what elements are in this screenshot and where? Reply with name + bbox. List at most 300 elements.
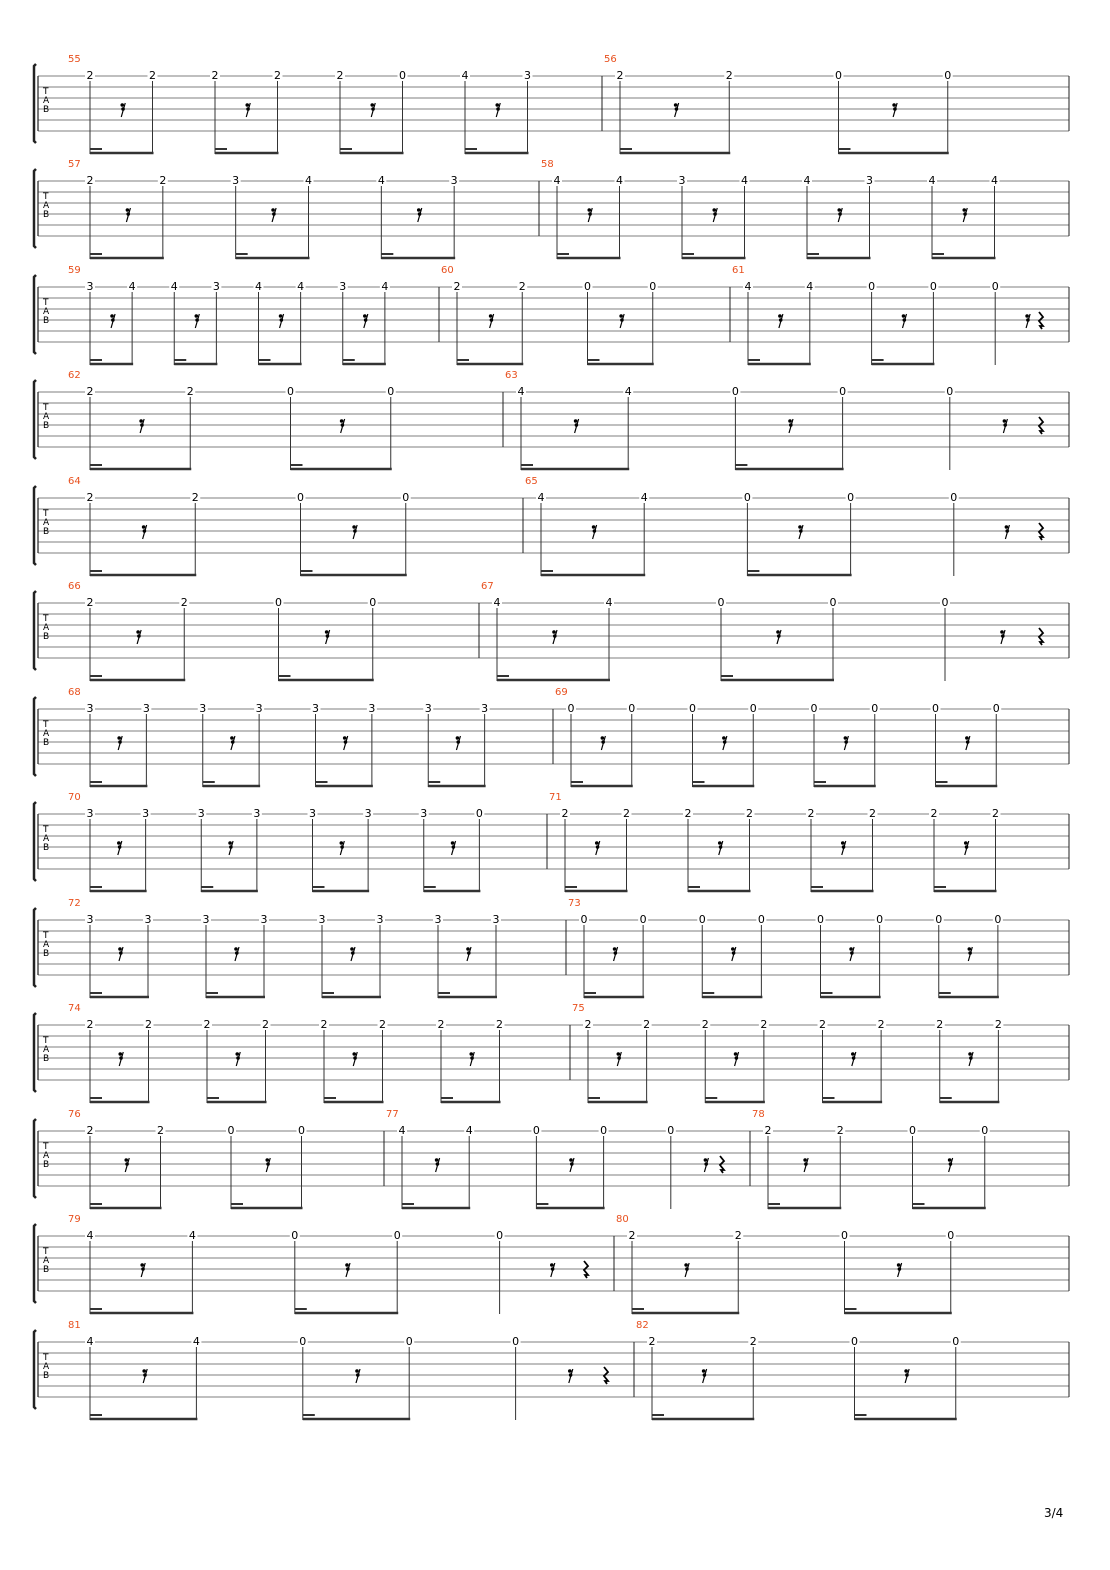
fret-number: 4	[461, 69, 469, 82]
system-bracket	[34, 169, 36, 248]
quarter-rest	[584, 1261, 588, 1278]
measure-number: 67	[481, 581, 494, 592]
fret-number: 2	[648, 1335, 656, 1348]
rest-glyph	[142, 1369, 147, 1383]
quarter-rest	[720, 1156, 724, 1173]
tab-clef-letter: B	[43, 632, 50, 642]
fret-number: 3	[866, 174, 873, 187]
rest-glyph	[904, 1369, 909, 1383]
rest-glyph	[117, 736, 122, 750]
measure-number: 77	[386, 1109, 399, 1120]
fret-number: 4	[377, 174, 385, 187]
tab-clef-letter: A	[43, 96, 50, 106]
system-bracket	[34, 380, 36, 459]
fret-number: 0	[841, 1229, 848, 1242]
fret-number: 3	[212, 280, 220, 293]
rest-glyph	[613, 947, 618, 961]
tab-clef-letter: B	[43, 105, 50, 115]
page-number: 3/4	[1044, 1506, 1064, 1520]
fret-number: 2	[86, 174, 94, 187]
tab-clef-letter: T	[43, 1036, 49, 1046]
rest-glyph	[345, 1263, 350, 1277]
rest-glyph	[778, 314, 783, 328]
fret-number: 0	[743, 491, 751, 504]
measure-number: 65	[525, 476, 538, 487]
tab-system	[34, 370, 1069, 470]
rest-glyph	[712, 208, 717, 222]
measure-number: 71	[549, 792, 562, 803]
fret-number: 4	[192, 1335, 200, 1348]
rest-glyph	[897, 1263, 902, 1277]
fret-number: 2	[453, 280, 461, 293]
system-bracket	[34, 1013, 36, 1092]
fret-number: 0	[941, 596, 949, 609]
fret-number: 4	[86, 1229, 94, 1242]
fret-number: 2	[725, 69, 733, 82]
fret-number: 4	[537, 491, 545, 504]
fret-number: 0	[835, 69, 842, 82]
tab-clef-letter: B	[43, 949, 50, 959]
rest-glyph	[126, 208, 131, 222]
fret-number: 2	[936, 1018, 944, 1031]
fret-number: 2	[623, 807, 630, 820]
fret-number: 4	[297, 280, 305, 293]
system-bracket	[34, 275, 36, 354]
measure-number: 80	[616, 1214, 629, 1225]
measure-number: 59	[68, 265, 81, 276]
fret-number: 2	[760, 1018, 768, 1031]
fret-number: 0	[369, 596, 377, 609]
tab-system	[34, 476, 1069, 576]
rest-glyph	[271, 208, 276, 222]
fret-number: 0	[584, 280, 591, 293]
fret-number: 3	[481, 702, 489, 715]
fret-number: 3	[678, 174, 686, 187]
tab-clef-letter: T	[43, 403, 49, 413]
fret-number: 2	[159, 174, 167, 187]
rest-glyph	[552, 630, 557, 644]
tab-clef-letter: T	[43, 1247, 49, 1257]
fret-number: 0	[291, 1229, 299, 1242]
fret-number: 4	[381, 280, 389, 293]
rest-glyph	[892, 103, 897, 117]
fret-number: 0	[399, 69, 406, 82]
system-bracket	[34, 908, 36, 987]
fret-number: 2	[437, 1018, 445, 1031]
measure-number: 75	[572, 1003, 585, 1014]
system-bracket	[34, 697, 36, 776]
tab-system	[34, 1320, 1069, 1420]
tab-clef-letter: T	[43, 1353, 49, 1363]
measure-number: 82	[636, 1320, 649, 1331]
fret-number: 2	[262, 1018, 269, 1031]
rest-glyph	[1025, 314, 1030, 328]
fret-number: 2	[746, 807, 753, 820]
fret-number: 0	[868, 280, 876, 293]
rest-glyph	[902, 314, 907, 328]
tab-clef-letter: B	[43, 1265, 50, 1275]
rest-glyph	[962, 208, 967, 222]
fret-number: 3	[492, 913, 500, 926]
rest-glyph	[469, 1052, 474, 1066]
rest-glyph	[195, 314, 200, 328]
rest-glyph	[788, 419, 793, 433]
fret-number: 3	[364, 807, 372, 820]
quarter-rest	[1039, 523, 1043, 540]
fret-number: 2	[877, 1018, 885, 1031]
tab-clef-letter: T	[43, 509, 49, 519]
measure-number: 72	[68, 898, 81, 909]
tab-clef-letter: T	[43, 192, 49, 202]
quarter-rest	[1039, 628, 1043, 645]
rest-glyph	[722, 736, 727, 750]
system-bracket	[34, 1330, 36, 1409]
fret-number: 3	[255, 702, 263, 715]
system-bracket	[34, 591, 36, 670]
tab-system	[34, 265, 1069, 365]
fret-number: 2	[749, 1335, 757, 1348]
tab-clef-letter: A	[43, 518, 50, 528]
fret-number: 0	[405, 1335, 413, 1348]
tab-system	[34, 687, 1069, 787]
fret-number: 2	[180, 596, 188, 609]
rest-glyph	[617, 1052, 622, 1066]
fret-number: 3	[376, 913, 384, 926]
fret-number: 0	[847, 491, 855, 504]
fret-number: 4	[803, 174, 811, 187]
fret-number: 2	[819, 1018, 826, 1031]
fret-number: 0	[749, 702, 757, 715]
system-bracket	[34, 1224, 36, 1303]
fret-number: 2	[992, 807, 999, 820]
fret-number: 4	[255, 280, 262, 293]
fret-number: 0	[393, 1229, 401, 1242]
tab-clef-letter: B	[43, 1054, 50, 1064]
fret-number: 0	[275, 596, 282, 609]
fret-number: 2	[930, 807, 938, 820]
rest-glyph	[456, 736, 461, 750]
fret-number: 0	[580, 913, 588, 926]
tab-clef-letter: A	[43, 201, 50, 211]
rest-glyph	[352, 525, 357, 539]
measure-number: 63	[505, 370, 518, 381]
fret-number: 0	[981, 1124, 989, 1137]
quarter-rest	[604, 1367, 608, 1384]
rest-glyph	[704, 1158, 709, 1172]
rest-glyph	[235, 1052, 240, 1066]
fret-number: 0	[402, 491, 410, 504]
fret-number: 2	[86, 69, 94, 82]
measure-number: 81	[68, 1320, 81, 1331]
fret-number: 3	[368, 702, 376, 715]
measure-number: 79	[68, 1214, 81, 1225]
fret-number: 4	[616, 174, 623, 187]
fret-number: 2	[643, 1018, 651, 1031]
fret-number: 2	[145, 1018, 152, 1031]
tab-clef-letter: A	[43, 1362, 50, 1372]
rest-glyph	[844, 736, 849, 750]
fret-number: 2	[203, 1018, 211, 1031]
fret-number: 0	[829, 596, 837, 609]
fret-number: 4	[305, 174, 312, 187]
fret-number: 4	[624, 385, 632, 398]
fret-number: 4	[806, 280, 814, 293]
fret-number: 0	[929, 280, 937, 293]
fret-number: 2	[274, 69, 281, 82]
fret-number: 0	[851, 1335, 858, 1348]
fret-number: 4	[188, 1229, 196, 1242]
fret-number: 2	[994, 1018, 1002, 1031]
rest-glyph	[120, 103, 125, 117]
rest-glyph	[451, 841, 456, 855]
rest-glyph	[968, 947, 973, 961]
fret-number: 2	[86, 1018, 94, 1031]
fret-number: 4	[86, 1335, 94, 1348]
rest-glyph	[734, 1052, 739, 1066]
fret-number: 2	[616, 69, 624, 82]
rest-glyph	[355, 1369, 360, 1383]
fret-number: 3	[424, 702, 432, 715]
fret-number: 2	[518, 280, 526, 293]
measure-number: 62	[68, 370, 81, 381]
fret-number: 0	[871, 702, 879, 715]
fret-number: 4	[553, 174, 561, 187]
fret-number: 0	[876, 913, 884, 926]
rest-glyph	[279, 314, 284, 328]
fret-number: 0	[298, 1124, 305, 1137]
fret-number: 0	[952, 1335, 960, 1348]
rest-glyph	[435, 1158, 440, 1172]
system-bracket	[34, 486, 36, 565]
fret-number: 2	[186, 385, 194, 398]
rest-glyph	[592, 525, 597, 539]
fret-number: 2	[764, 1124, 772, 1137]
rest-glyph	[118, 1052, 123, 1066]
fret-number: 0	[757, 913, 765, 926]
fret-number: 0	[297, 491, 304, 504]
rest-glyph	[325, 630, 330, 644]
tab-clef-letter: A	[43, 1151, 50, 1161]
fret-number: 0	[628, 702, 636, 715]
fret-number: 0	[689, 702, 696, 715]
fret-number: 4	[991, 174, 998, 187]
rest-glyph	[702, 1369, 707, 1383]
fret-number: 0	[717, 596, 725, 609]
tab-clef-letter: A	[43, 412, 50, 422]
rest-glyph	[343, 736, 348, 750]
quarter-rest	[1039, 312, 1043, 329]
fret-number: 0	[567, 702, 575, 715]
fret-number: 3	[144, 913, 152, 926]
fret-number: 0	[600, 1124, 608, 1137]
fret-number: 0	[387, 385, 395, 398]
fret-number: 0	[950, 491, 958, 504]
fret-number: 0	[512, 1335, 520, 1348]
fret-number: 2	[496, 1018, 503, 1031]
tab-system	[34, 1214, 1069, 1314]
fret-number: 0	[994, 913, 1002, 926]
fret-number: 2	[191, 491, 199, 504]
fret-number: 0	[532, 1124, 540, 1137]
fret-number: 3	[450, 174, 458, 187]
tab-clef-letter: A	[43, 729, 50, 739]
tab-clef-letter: T	[43, 614, 49, 624]
rest-glyph	[619, 314, 624, 328]
fret-number: 4	[493, 596, 501, 609]
measure-number: 68	[68, 687, 81, 698]
rest-glyph	[674, 103, 679, 117]
rest-glyph	[849, 947, 854, 961]
rest-glyph	[964, 841, 969, 855]
system-bracket	[34, 1119, 36, 1198]
fret-number: 3	[86, 913, 94, 926]
fret-number: 3	[524, 69, 531, 82]
rest-glyph	[363, 314, 368, 328]
tab-system	[34, 54, 1069, 154]
fret-number: 4	[517, 385, 525, 398]
fret-number: 3	[199, 702, 207, 715]
fret-number: 0	[909, 1124, 916, 1137]
rest-glyph	[466, 947, 471, 961]
tab-system	[34, 898, 1069, 998]
fret-number: 2	[734, 1229, 742, 1242]
fret-number: 2	[701, 1018, 709, 1031]
rest-glyph	[265, 1158, 270, 1172]
rest-glyph	[140, 1263, 145, 1277]
fret-number: 0	[947, 1229, 955, 1242]
fret-number: 2	[628, 1229, 636, 1242]
measure-number: 60	[441, 265, 454, 276]
rest-glyph	[569, 1158, 574, 1172]
measure-number: 55	[68, 54, 81, 65]
quarter-rest	[1039, 417, 1043, 434]
fret-number: 4	[465, 1124, 473, 1137]
rest-glyph	[595, 841, 600, 855]
fret-number: 3	[434, 913, 442, 926]
fret-number: 2	[836, 1124, 844, 1137]
fret-number: 4	[744, 280, 752, 293]
fret-number: 3	[142, 807, 150, 820]
tab-clef-letter: B	[43, 843, 50, 853]
fret-number: 0	[935, 913, 943, 926]
rest-glyph	[340, 419, 345, 433]
tab-clef-letter: A	[43, 834, 50, 844]
tab-system	[34, 581, 1069, 681]
fret-number: 2	[584, 1018, 592, 1031]
tab-clef-letter: A	[43, 623, 50, 633]
fret-number: 2	[684, 807, 692, 820]
rest-glyph	[142, 525, 147, 539]
system-bracket	[34, 802, 36, 881]
fret-number: 2	[869, 807, 876, 820]
fret-number: 0	[839, 385, 847, 398]
rest-glyph	[110, 314, 115, 328]
tab-clef-letter: B	[43, 421, 50, 431]
rest-glyph	[489, 314, 494, 328]
tab-clef-letter: B	[43, 210, 50, 220]
rest-glyph	[245, 103, 250, 117]
measure-number: 74	[68, 1003, 81, 1014]
measure-number: 70	[68, 792, 81, 803]
fret-number: 2	[320, 1018, 328, 1031]
fret-number: 2	[86, 596, 94, 609]
fret-number: 2	[86, 491, 94, 504]
fret-number: 2	[807, 807, 815, 820]
measure-number: 73	[568, 898, 581, 909]
fret-number: 0	[299, 1335, 307, 1348]
fret-number: 3	[86, 807, 94, 820]
rest-glyph	[718, 841, 723, 855]
fret-number: 0	[731, 385, 739, 398]
fret-number: 0	[992, 702, 1000, 715]
measure-number: 57	[68, 159, 81, 170]
rest-glyph	[574, 419, 579, 433]
tab-clef-letter: A	[43, 1045, 50, 1055]
fret-number: 3	[232, 174, 240, 187]
rest-glyph	[1003, 419, 1008, 433]
tab-system	[34, 1003, 1069, 1103]
rest-glyph	[136, 630, 141, 644]
fret-number: 4	[170, 280, 178, 293]
rest-glyph	[340, 841, 345, 855]
fret-number: 3	[260, 913, 268, 926]
fret-number: 2	[211, 69, 219, 82]
rest-glyph	[568, 1369, 573, 1383]
fret-number: 3	[86, 280, 94, 293]
measure-number: 76	[68, 1109, 81, 1120]
fret-number: 2	[149, 69, 156, 82]
fret-number: 4	[128, 280, 136, 293]
fret-number: 0	[810, 702, 818, 715]
fret-number: 0	[227, 1124, 235, 1137]
rest-glyph	[550, 1263, 555, 1277]
fret-number: 0	[946, 385, 954, 398]
fret-number: 3	[253, 807, 261, 820]
fret-number: 0	[944, 69, 952, 82]
tab-clef-letter: T	[43, 825, 49, 835]
fret-number: 2	[379, 1018, 386, 1031]
measure-number: 66	[68, 581, 81, 592]
rest-glyph	[837, 208, 842, 222]
rest-glyph	[417, 208, 422, 222]
fret-number: 4	[928, 174, 936, 187]
fret-number: 0	[649, 280, 657, 293]
tab-clef-letter: A	[43, 1256, 50, 1266]
measure-number: 58	[541, 159, 554, 170]
rest-glyph	[139, 419, 144, 433]
fret-number: 0	[639, 913, 647, 926]
measure-number: 61	[732, 265, 745, 276]
fret-number: 2	[86, 1124, 94, 1137]
rest-glyph	[968, 1052, 973, 1066]
fret-number: 4	[398, 1124, 406, 1137]
fret-number: 0	[667, 1124, 675, 1137]
measure-number: 64	[68, 476, 81, 487]
rest-glyph	[352, 1052, 357, 1066]
tab-clef-letter: T	[43, 720, 49, 730]
fret-number: 0	[496, 1229, 504, 1242]
measure-number: 69	[555, 687, 568, 698]
rest-glyph	[841, 841, 846, 855]
rest-glyph	[230, 736, 235, 750]
system-bracket	[34, 64, 36, 143]
rest-glyph	[370, 103, 375, 117]
rest-glyph	[851, 1052, 856, 1066]
fret-number: 2	[336, 69, 344, 82]
tab-clef-letter: T	[43, 87, 49, 97]
rest-glyph	[117, 841, 122, 855]
fret-number: 0	[698, 913, 706, 926]
